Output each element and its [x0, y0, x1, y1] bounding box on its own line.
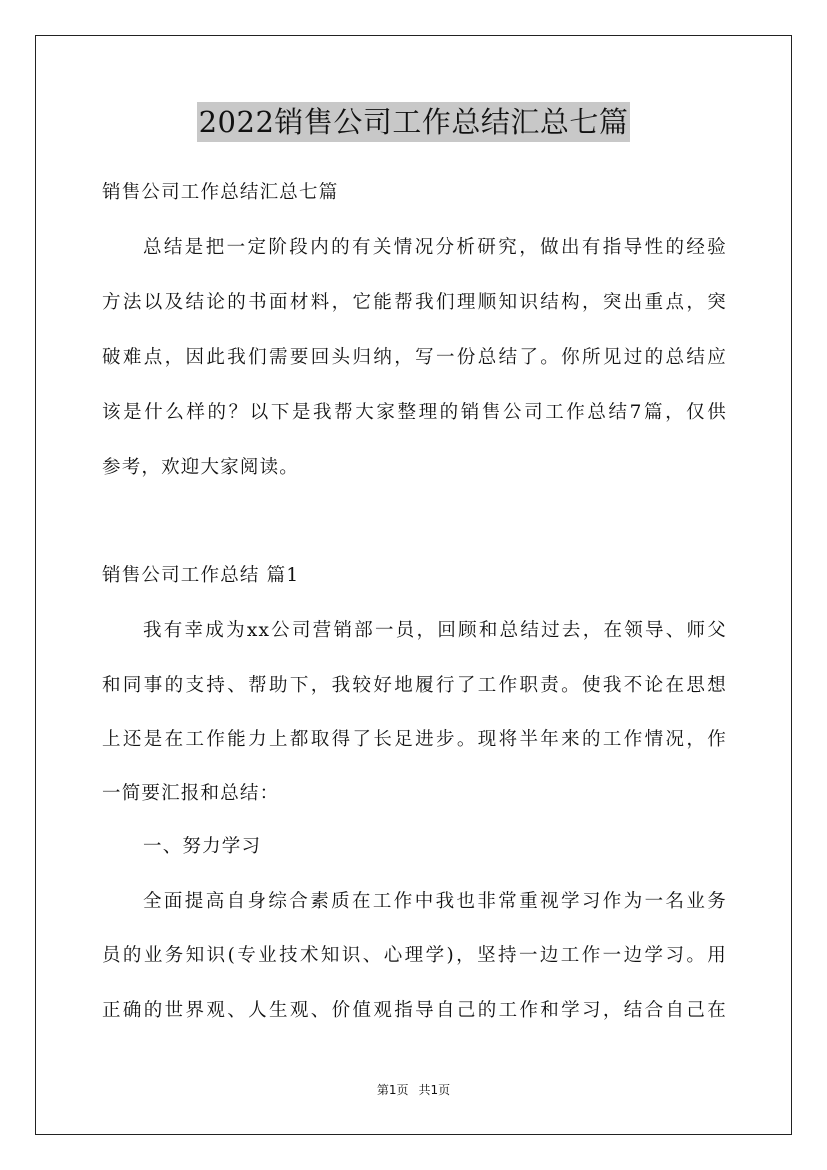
- section1-heading: 销售公司工作总结 篇1: [102, 565, 300, 586]
- study-line-2: 员的业务知识(专业技术知识、心理学)，坚持一边工作一边学习。用: [102, 945, 727, 966]
- intro-line-3: 破难点，因此我们需要回头归纳，写一份总结了。你所见过的总结应: [102, 347, 727, 368]
- page-total: 共1页: [418, 1083, 451, 1097]
- page-number: 第1页: [376, 1083, 409, 1097]
- section1-line-2: 和同事的支持、帮助下，我较好地履行了工作职责。使我不论在思想: [102, 675, 727, 696]
- document-title: 2022销售公司工作总结汇总七篇: [197, 102, 631, 142]
- document-title-wrapper: [0, 102, 827, 142]
- intro-line-4: 该是什么样的？以下是我帮大家整理的销售公司工作总结7篇，仅供: [102, 402, 727, 423]
- intro-line-5: 参考，欢迎大家阅读。: [102, 457, 300, 478]
- section1-line-1: 我有幸成为xx公司营销部一员，回顾和总结过去，在领导、师父: [143, 620, 727, 641]
- page-footer: [0, 1082, 827, 1098]
- intro-line-2: 方法以及结论的书面材料，它能帮我们理顺知识结构，突出重点，突: [102, 292, 727, 313]
- document-subtitle: 销售公司工作总结汇总七篇: [102, 182, 339, 203]
- section1-line-4: 一简要汇报和总结：: [102, 783, 280, 804]
- subheading-study: 一、努力学习: [143, 836, 262, 857]
- study-line-3: 正确的世界观、人生观、价值观指导自己的工作和学习，结合自己在: [102, 1000, 727, 1021]
- study-line-1: 全面提高自身综合素质在工作中我也非常重视学习作为一名业务: [143, 891, 727, 912]
- intro-line-1: 总结是把一定阶段内的有关情况分析研究，做出有指导性的经验: [143, 237, 727, 258]
- section1-line-3: 上还是在工作能力上都取得了长足进步。现将半年来的工作情况，作: [102, 729, 727, 750]
